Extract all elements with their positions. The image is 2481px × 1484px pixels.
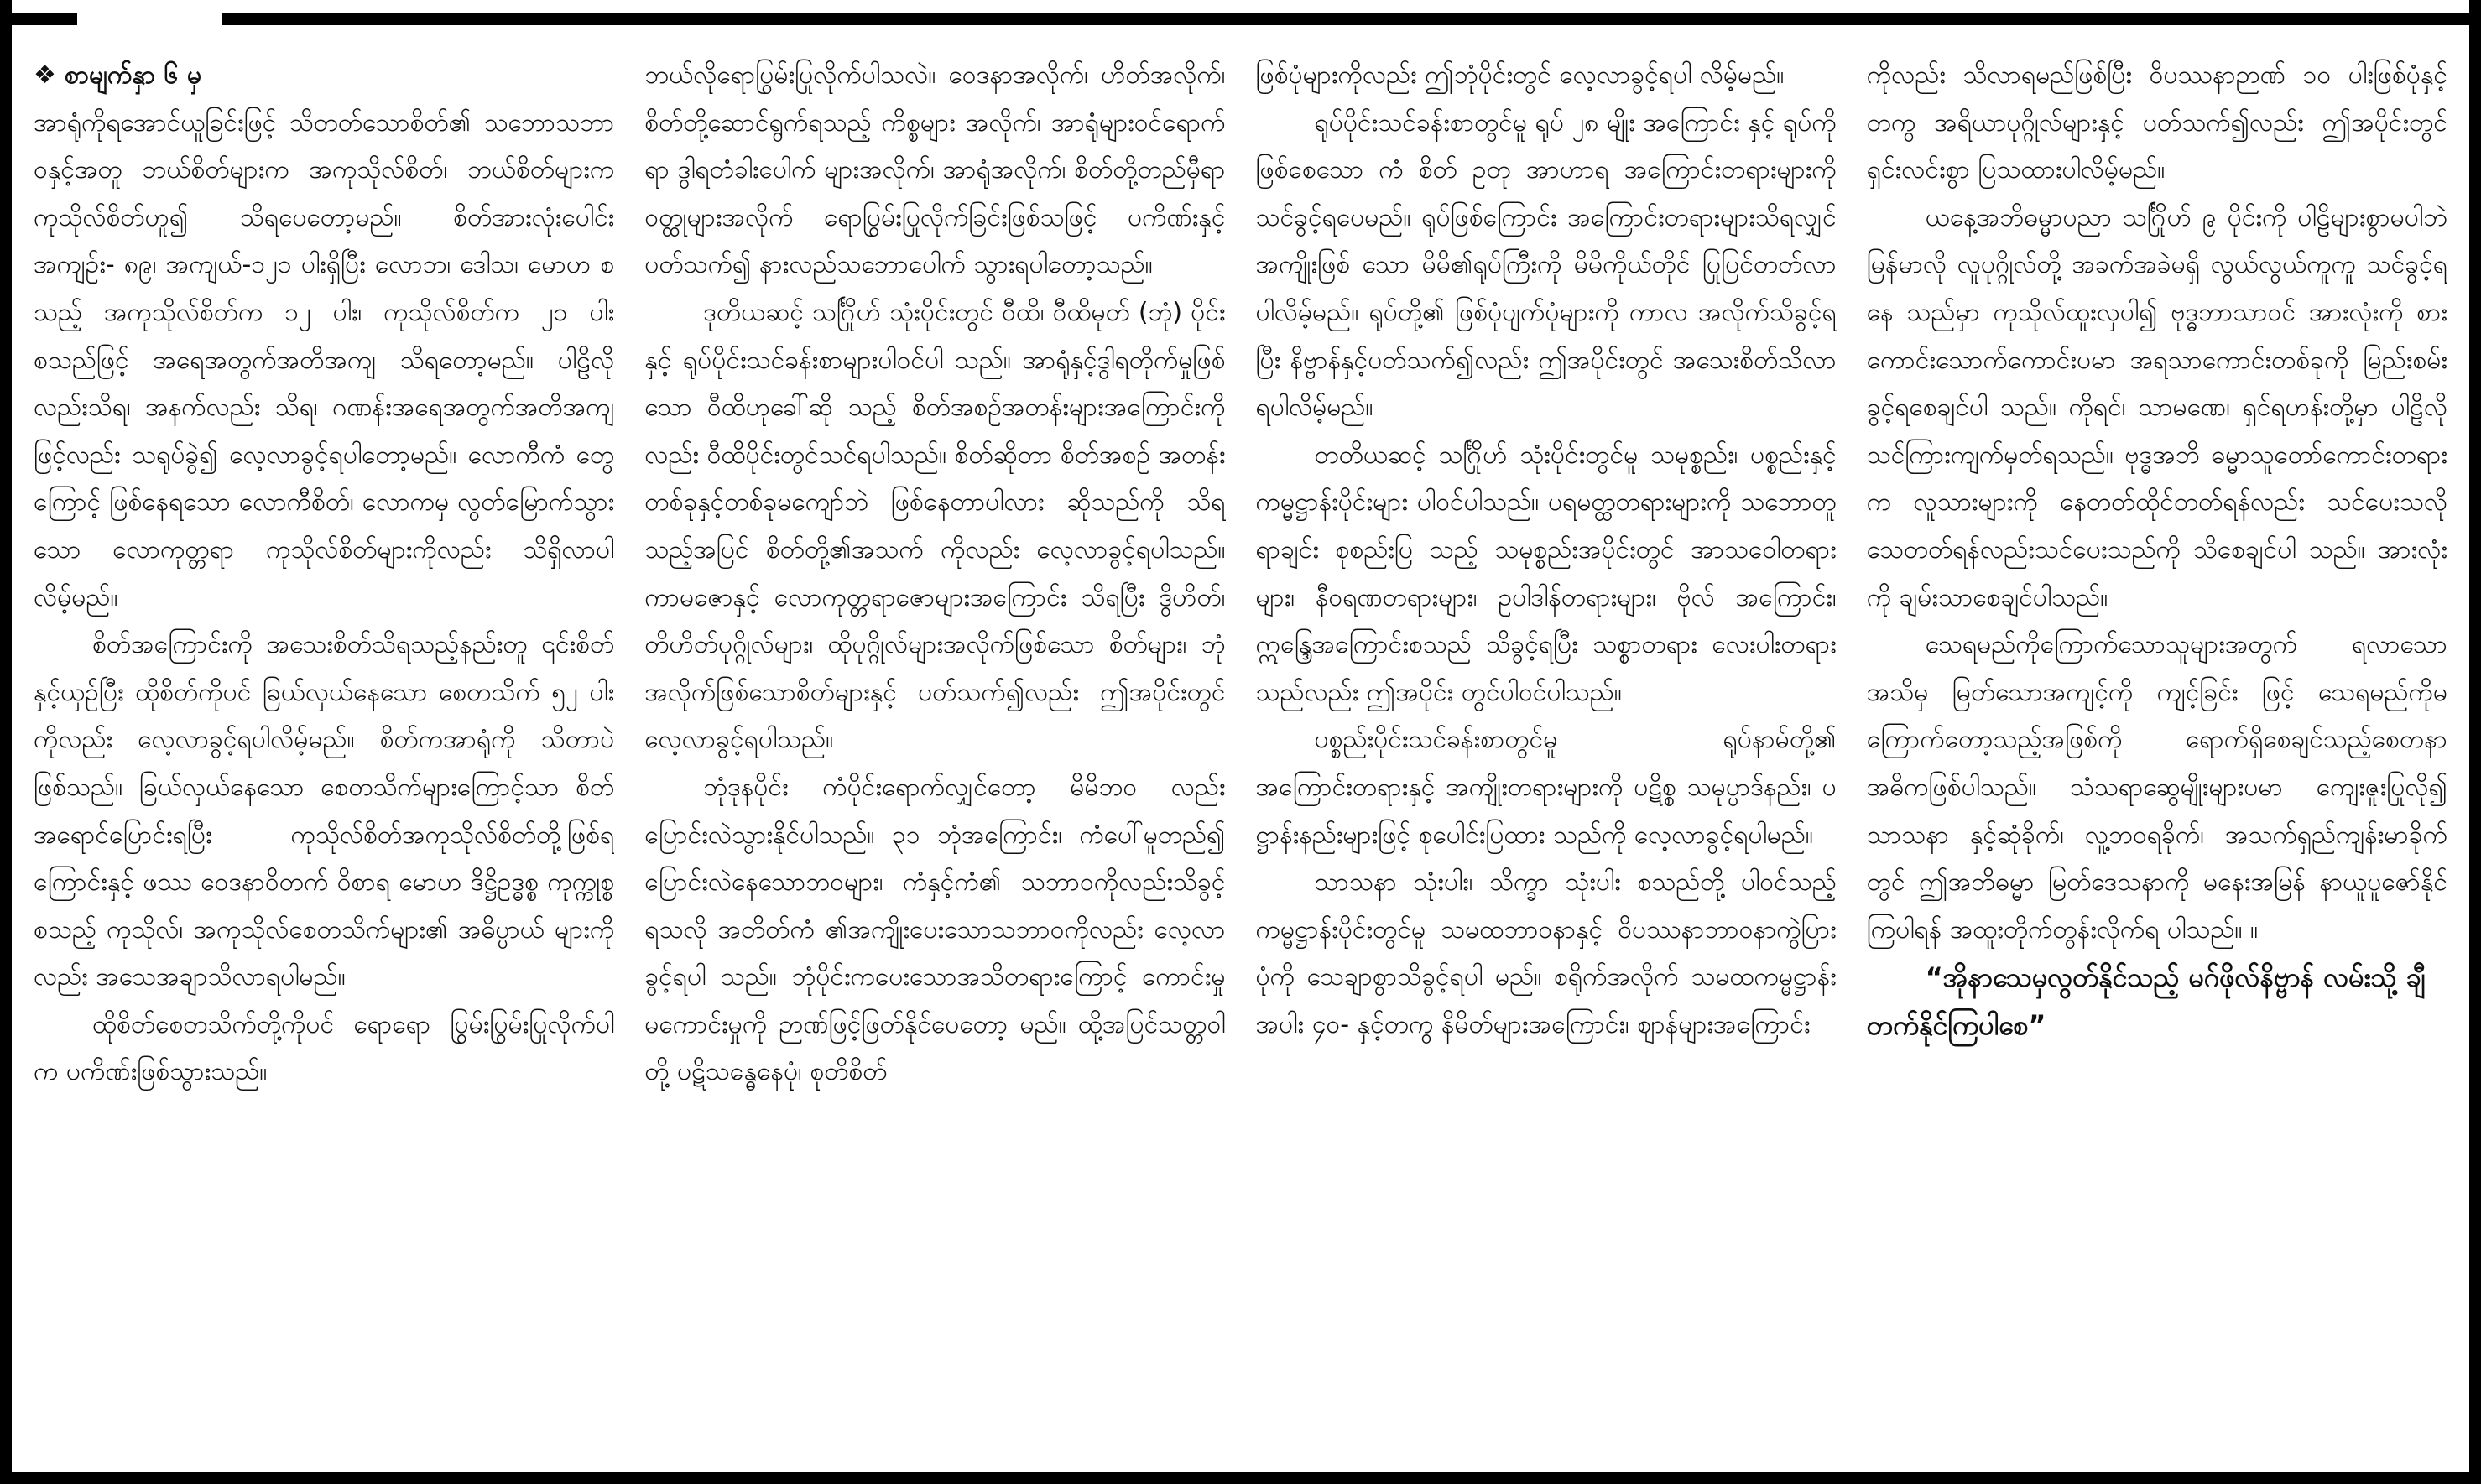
top-rule-left [12, 13, 77, 25]
paragraph: သာသနာ သုံးပါး၊ သိက္ခာ သုံးပါး စသည်တို့ ပါဝင်သည့်ကမ္မဋ္ဌာန်းပိုင်းတွင်မူ သမထဘာဝနာနှင့် ဝိပဿနာဘာဝနာကွဲပြားပုံကို သေချာစွာသိခွင့်ရပါ မည်။ စရိုက်အလိုက် သမထကမ္မဋ္ဌာန်း အပါး ၄၀- နှင့်တကွ နိမိတ်များအကြောင်း၊ ဈာန်များအကြောင်း [1255, 867, 1837, 1039]
column-2 [644, 52, 1225, 1447]
paragraph: ယနေ့အဘိဓမ္မာပညာ သင်္ဂြိုဟ် ၉ ပိုင်းကို ပါဠိများစွာမပါဘဲ မြန်မာလို လူပုဂ္ဂိုလ်တို့ အခက်အခဲမရှိ လွယ်လွယ်ကူကူ သင်ခွင့်ရနေ သည်မှာ ကုသိုလ်ထူးလှပါ၍ ဗုဒ္ဓဘာသာဝင် အားလုံးကို စားကောင်းသောက်ကောင်းပမာ အရသာကောင်းတစ်ခုကို မြည်းစမ်းခွင့်ရစေချင်ပါ သည်။ ကိုရင်၊ သာမဏေ၊ ရှင်ရဟန်းတို့မှာ ပါဠိလိုသင်ကြားကျက်မှတ်ရသည်။ ဗုဒ္ဓအဘိ ဓမ္မာသူတော်ကောင်းတရားက လူသားများကို နေတတ်ထိုင်တတ်ရန်လည်း သင်ပေးသလို သေတတ်ရန်လည်းသင်ပေးသည်ကို သိစေချင်ပါ သည်။ အားလုံးကို ချမ်းသာစေချင်ပါသည်။ [1866, 202, 2447, 612]
paragraph: ဘယ်လိုရောပြွမ်းပြုလိုက်ပါသလဲ။ ဝေဒနာအလိုက်၊ ဟိတ်အလိုက်၊ စိတ်တို့ဆောင်ရွက်ရသည့် ကိစ္စများ အလိုက်၊ အာရုံများဝင်ရောက်ရာ ဒွါရတံခါးပေါက် များအလိုက်၊ အာရုံအလိုက်၊ စိတ်တို့တည်မှီရာ ဝတ္ထုများအလိုက် ရောပြွမ်းပြုလိုက်ခြင်းဖြစ်သဖြင့် ပကိဏ်းနှင့်ပတ်သက်၍ နားလည်သဘောပေါက် သွားရပါတော့သည်။ [644, 60, 1226, 280]
paragraph: ရုပ်ပိုင်းသင်ခန်းစာတွင်မူ ရုပ် ၂၈ မျိုး အကြောင်း နှင့် ရုပ်ကိုဖြစ်စေသော ကံ စိတ် ဥတု အာဟာရ အကြောင်းတရားများကို သင်ခွင့်ရပေမည်။ ရုပ်ဖြစ်ကြောင်း အကြောင်းတရားများသိရလျှင် အကျိုးဖြစ် သော မိမိ၏ရုပ်ကြီးကို မိမိကိုယ်တိုင် ပြုပြင်တတ်လာ ပါလိမ့်မည်။ ရုပ်တို့၏ ဖြစ်ပုံပျက်ပုံများကို ကာလ အလိုက်သိခွင့်ရပြီး နိဗ္ဗာန်နှင့်ပတ်သက်၍လည်း ဤအပိုင်းတွင် အသေးစိတ်သိလာရပါလိမ့်မည်။ [1255, 107, 1837, 423]
paragraph: ပစ္စည်းပိုင်းသင်ခန်းစာတွင်မူ ရုပ်နာမ်တို့၏ အကြောင်းတရားနှင့် အကျိုးတရားများကို ပဋိစ္စ သမုပ္ပာဒ်နည်း၊ ပဋ္ဌာန်းနည်းများဖြင့် စုပေါင်းပြထား သည်ကို လေ့လာခွင့်ရပါမည်။ [1255, 725, 1837, 850]
continued-from-heading [34, 52, 614, 100]
paragraph: အာရုံကိုရအောင်ယူခြင်းဖြင့် သိတတ်သောစိတ်၏ သဘောသဘာဝနှင့်အတူ ဘယ်စိတ်များက အကုသိုလ်စိတ်၊ ဘယ်စိတ်များက ကုသိုလ်စိတ်ဟူ၍ သိရပေတော့မည်။ စိတ်အားလုံးပေါင်း အကျဉ်း- ၈၉၊ အကျယ်-၁၂၁ ပါးရှိပြီး လောဘ၊ ဒေါသ၊ မောဟ စသည့် အကုသိုလ်စိတ်က ၁၂ ပါး၊ ကုသိုလ်စိတ်က ၂၁ ပါး စသည်ဖြင့် အရေအတွက်အတိအကျ သိရတော့မည်။ ပါဠိလိုလည်းသိရ၊ အနက်လည်း သိရ၊ ဂဏန်းအရေအတွက်အတိအကျဖြင့်လည်း သရုပ်ခွဲ၍ လေ့လာခွင့်ရပါတော့မည်။ လောကီကံ တွေကြောင့် ဖြစ်နေရသော လောကီစိတ်၊ လောကမှ လွတ်မြောက်သွားသော လောကုတ္တရာ ကုသိုလ်စိတ်များကိုလည်း သိရှိလာပါလိမ့်မည်။ [34, 107, 615, 612]
paragraph: ဖြစ်ပုံများကိုလည်း ဤဘုံပိုင်းတွင် လေ့လာခွင့်ရပါ လိမ့်မည်။ [1255, 60, 1785, 90]
paragraph: စိတ်အကြောင်းကို အသေးစိတ်သိရသည့်နည်းတူ ၎င်းစိတ်နှင့်ယှဉ်ပြီး ထိုစိတ်ကိုပင် ခြယ်လှယ်နေသော စေတသိက် ၅၂ ပါးကိုလည်း လေ့လာခွင့်ရပါလိမ့်မည်။ စိတ်ကအာရုံကို သိတာပဲဖြစ်သည်။ ခြယ်လှယ်နေသော စေတသိက်များကြောင့်သာ စိတ်အရောင်ပြောင်းရပြီး ကုသိုလ်စိတ်အကုသိုလ်စိတ်တို့ဖြစ်ရကြောင်းနှင့် ဖဿ ဝေဒနာဝိတက် ဝိစာရ မောဟ ဒိဋ္ဌိဥဒ္ဓစ္စ ကုက္ကုစ္စ စသည့် ကုသိုလ်၊ အကုသိုလ်စေတသိက်များ၏ အဓိပ္ပာယ် များကိုလည်း အသေအချာသိလာရပါမည်။ [34, 630, 615, 992]
continued-from-label: စာမျက်နှာ ၆ မှ [64, 60, 202, 90]
paragraph: ထိုစိတ်စေတသိက်တို့ကိုပင် ရောရော ပြွမ်းပြွမ်းပြုလိုက်ပါက ပကိဏ်းဖြစ်သွားသည်။ [34, 1009, 615, 1087]
article-columns [34, 52, 2447, 1447]
paragraph: သေရမည်ကိုကြောက်သောသူများအတွက် ရလာသောအသိမှ မြတ်သောအကျင့်ကို ကျင့်ခြင်း ဖြင့် သေရမည်ကိုမကြောက်တော့သည့်အဖြစ်ကို ရောက်ရှိစေချင်သည့်စေတနာ အဓိကဖြစ်ပါသည်။ သံသရာဆွေမျိုးများပမာ ကျေးဇူးပြုလို၍ သာသနာ နှင့်ဆုံခိုက်၊ လူ့ဘဝရခိုက်၊ အသက်ရှည်ကျန်းမာခိုက် တွင် ဤအဘိဓမ္မာ မြတ်ဒေသနာကို မနေးအမြန် နာယူပူဇော်နိုင်ကြပါရန် အထူးတိုက်တွန်းလိုက်ရ ပါသည်။ ။ [1866, 630, 2447, 945]
column-3 [1256, 52, 1837, 1447]
paragraph: ဘုံဒုနပိုင်း ကံပိုင်းရောက်လျှင်တော့ မိမိဘဝ လည်းပြောင်းလဲသွားနိုင်ပါသည်။ ၃၁ ဘုံအကြောင်း၊ ကံပေါ်မူတည်၍ ပြောင်းလဲနေသောဘဝများ၊ ကံနှင့်ကံ၏ သဘာဝကိုလည်းသိခွင့်ရသလို အတိတ်ကံ ၏အကျိုးပေးသောသဘာဝကိုလည်း လေ့လာခွင့်ရပါ သည်။ ဘုံပိုင်းကပေးသောအသိတရားကြောင့် ကောင်းမှုမကောင်းမှုကို ဉာဏ်ဖြင့်ဖြတ်နိုင်ပေတော့ မည်။ ထို့အပြင်သတ္တဝါတို့ ပဋိသန္ဓေနေပုံ၊ စုတိစိတ် [644, 772, 1226, 1087]
column-1 [34, 52, 614, 1447]
column-4 [1867, 52, 2447, 1447]
closing-quote: “အိုနာသေမှလွတ်နိုင်သည့် မဂ်ဖိုလ်နိဗ္ဗာန် လမ်းသို့ ချီတက်နိုင်ကြပါစေ” [1866, 961, 2426, 1041]
top-rule-right [222, 13, 2469, 25]
paragraph: ကိုလည်း သိလာရမည်ဖြစ်ပြီး ဝိပဿနာဉာဏ် ၁၀ ပါးဖြစ်ပုံနှင့်တကွ အရိယာပုဂ္ဂိုလ်များနှင့် ပတ်သက်၍လည်း ဤအပိုင်းတွင် ရှင်းလင်းစွာ ပြသထားပါလိမ့်မည်။ [1866, 60, 2447, 185]
paragraph: ဒုတိယဆင့် သင်္ဂြိုဟ် သုံးပိုင်းတွင် ဝီထိ၊ ဝီထိမုတ် (ဘုံ) ပိုင်းနှင့် ရုပ်ပိုင်းသင်ခန်းစာများပါဝင်ပါ သည်။ အာရုံနှင့်ဒွါရတိုက်မှုဖြစ်သော ဝီထိဟုခေါ်ဆို သည့် စိတ်အစဉ်အတန်းများအကြောင်းကိုလည်း ဝီထိပိုင်းတွင်သင်ရပါသည်။ စိတ်ဆိုတာ စိတ်အစဉ် အတန်း တစ်ခုနှင့်တစ်ခုမကျော်ဘဲ ဖြစ်နေတာပါလား ဆိုသည်ကို သိရသည့်အပြင် စိတ်တို့၏အသက် ကိုလည်း လေ့လာခွင့်ရပါသည်။ ကာမဇောနှင့် လောကုတ္တရာဇောများအကြောင်း သိရပြီး ဒွိဟိတ်၊ တိဟိတ်ပုဂ္ဂိုလ်များ၊ ထိုပုဂ္ဂိုလ်များအလိုက်ဖြစ်သော စိတ်များ၊ ဘုံအလိုက်ဖြစ်သောစိတ်များနှင့် ပတ်သက်၍လည်း ဤအပိုင်းတွင်လေ့လာခွင့်ရပါသည်။ [644, 297, 1226, 755]
paragraph: တတိယဆင့် သင်္ဂြိုဟ် သုံးပိုင်းတွင်မူ သမုစ္စည်း၊ ပစ္စည်းနှင့် ကမ္မဋ္ဌာန်းပိုင်းများ ပါဝင်ပါသည်။ ပရမတ္ထတရားများကို သဘောတူရာချင်း စုစည်းပြ သည့် သမုစ္စည်းအပိုင်းတွင် အာသဝေါတရားများ၊ နီဝရဏတရားများ၊ ဥပါဒါန်တရားများ၊ ဗိုလ် အကြောင်း၊ ဣန္ဒြေအကြောင်းစသည် သိခွင့်ရပြီး သစ္စာတရား လေးပါးတရားသည်လည်း ဤအပိုင်း တွင်ပါဝင်ပါသည်။ [1255, 440, 1837, 707]
diamond-flower-icon: ❖ [34, 60, 56, 90]
